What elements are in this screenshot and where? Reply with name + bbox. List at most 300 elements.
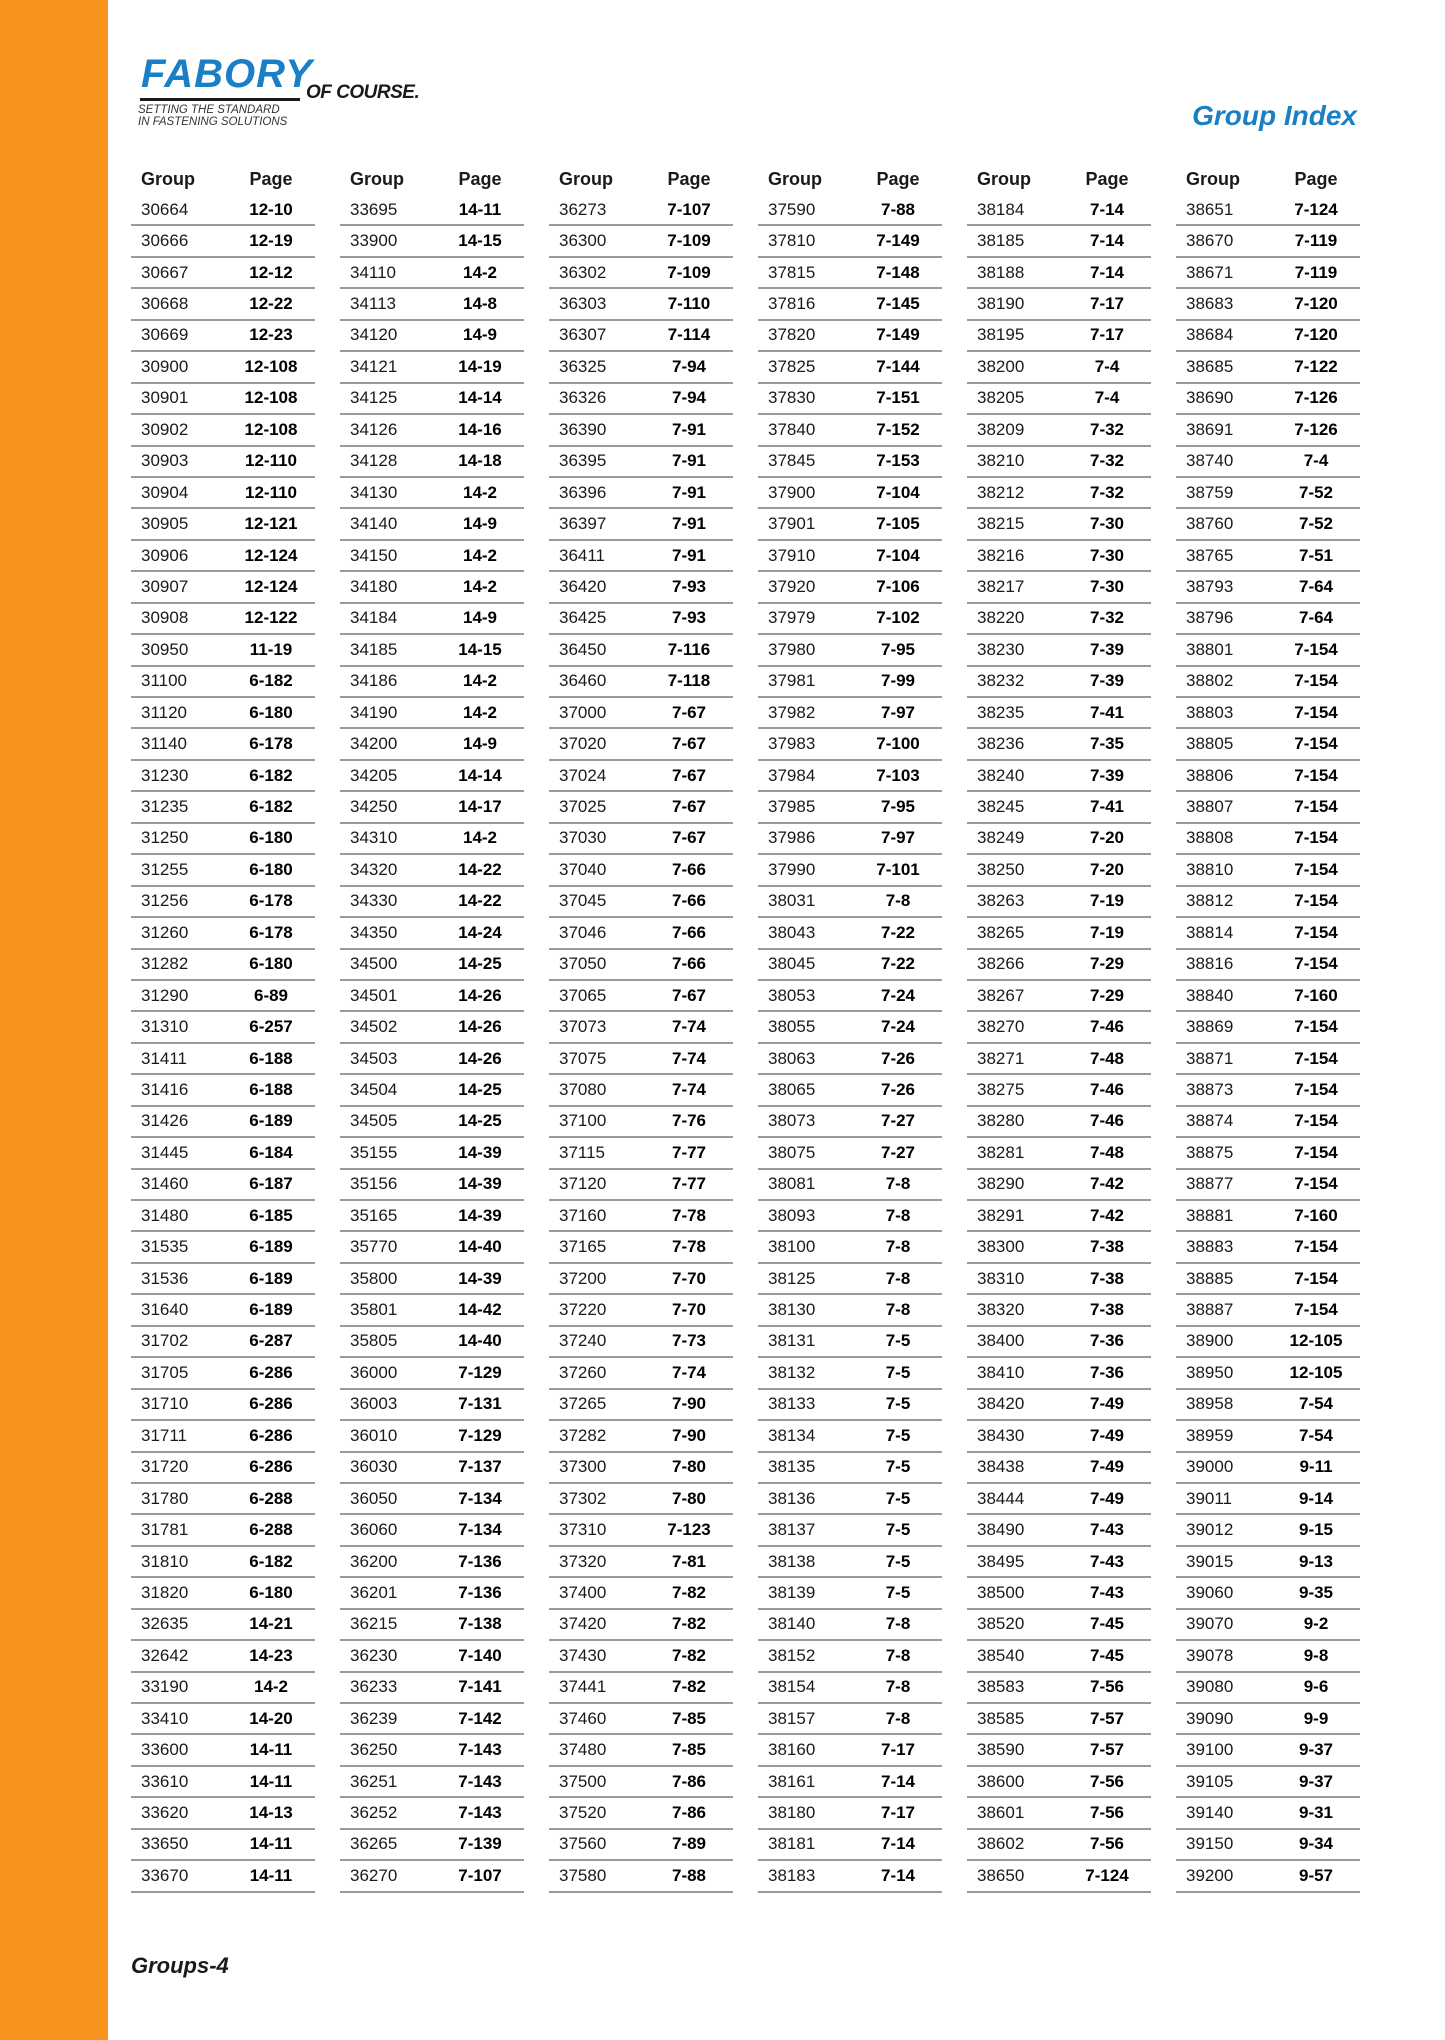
group-number: 37045 [559, 891, 607, 911]
page-reference: 7-91 [671, 419, 707, 439]
group-number: 31702 [141, 1331, 189, 1351]
page-reference: 7-70 [671, 1268, 707, 1288]
table-row [967, 1107, 1151, 1138]
group-number: 39012 [1186, 1520, 1234, 1540]
page-reference: 6-180 [249, 859, 293, 879]
group-number: 38185 [977, 231, 1025, 251]
page-reference: 7-80 [671, 1488, 707, 1508]
table-row [758, 1578, 942, 1609]
group-number: 38133 [768, 1394, 816, 1414]
group-number: 34140 [350, 514, 398, 534]
table-row [549, 509, 733, 540]
table-row [549, 478, 733, 509]
page-reference: 12-105 [1289, 1331, 1343, 1351]
page-reference: 6-288 [249, 1488, 293, 1508]
page-reference: 7-56 [1089, 1677, 1125, 1697]
group-number: 34126 [350, 419, 398, 439]
table-row [340, 447, 524, 478]
group-number: 38190 [977, 294, 1025, 314]
page-reference: 6-89 [253, 985, 289, 1005]
group-number: 38270 [977, 1017, 1025, 1037]
group-number: 37985 [768, 797, 816, 817]
group-number: 31290 [141, 985, 189, 1005]
table-row [758, 667, 942, 698]
group-number: 34505 [350, 1111, 398, 1131]
table-row [340, 761, 524, 792]
group-number: 34110 [350, 262, 397, 282]
table-row [1176, 258, 1360, 289]
group-number: 39015 [1186, 1551, 1234, 1571]
group-number: 31710 [141, 1394, 189, 1414]
group-number: 30667 [141, 262, 189, 282]
group-number: 38540 [977, 1645, 1025, 1665]
group-number: 38183 [768, 1865, 816, 1885]
page-reference: 7-46 [1089, 1079, 1125, 1099]
group-number: 31780 [141, 1488, 189, 1508]
table-row [131, 604, 315, 635]
page-reference: 7-30 [1089, 576, 1125, 596]
table-row [549, 1798, 733, 1829]
page-reference: 7-118 [667, 671, 711, 691]
table-row [549, 447, 733, 478]
page-reference: 7-139 [458, 1834, 502, 1854]
group-number: 38212 [977, 482, 1025, 502]
table-row [131, 887, 315, 918]
table-row [967, 855, 1151, 886]
table-row [967, 667, 1151, 698]
page-reference: 14-24 [458, 922, 502, 942]
group-number: 38263 [977, 891, 1025, 911]
group-number: 38081 [768, 1174, 816, 1194]
table-row [340, 1453, 524, 1484]
table-row [340, 1673, 524, 1704]
table-row [967, 950, 1151, 981]
table-row [967, 1138, 1151, 1169]
page-reference: 7-90 [671, 1394, 707, 1414]
page-reference: 14-2 [462, 671, 498, 691]
group-number: 36010 [350, 1425, 398, 1445]
group-number: 38043 [768, 922, 816, 942]
group-number: 37310 [559, 1520, 607, 1540]
group-number: 37920 [768, 576, 816, 596]
page-reference: 7-38 [1089, 1268, 1125, 1288]
table-row [758, 1421, 942, 1452]
group-number: 34125 [350, 388, 398, 408]
group-number: 37901 [768, 514, 816, 534]
group-number: 34500 [350, 954, 398, 974]
table-row [340, 384, 524, 415]
group-number: 38520 [977, 1614, 1025, 1634]
table-row [340, 1264, 524, 1295]
table-row [967, 1735, 1151, 1766]
group-number: 37282 [559, 1425, 607, 1445]
table-row [1176, 1421, 1360, 1452]
table-row [340, 1390, 524, 1421]
page-reference: 7-14 [880, 1865, 916, 1885]
group-number: 37460 [559, 1708, 607, 1728]
table-row [967, 1610, 1151, 1641]
group-number: 36200 [350, 1551, 398, 1571]
page-reference: 7-109 [667, 262, 711, 282]
page-reference: 6-189 [249, 1237, 293, 1257]
group-number: 38250 [977, 859, 1025, 879]
table-row [758, 478, 942, 509]
group-number: 37302 [559, 1488, 607, 1508]
group-number: 33900 [350, 231, 398, 251]
page-reference: 12-10 [249, 199, 293, 219]
group-number: 36030 [350, 1457, 398, 1477]
group-number: 38765 [1186, 545, 1234, 565]
table-row [340, 729, 524, 760]
page-reference: 7-100 [876, 734, 920, 754]
page-reference: 7-42 [1089, 1174, 1125, 1194]
table-row [967, 1358, 1151, 1389]
table-row [131, 195, 315, 226]
page-reference: 6-286 [249, 1362, 293, 1382]
page-reference: 7-107 [458, 1865, 502, 1885]
group-number: 37982 [768, 702, 816, 722]
page-reference: 14-16 [458, 419, 502, 439]
table-row [549, 1012, 733, 1043]
page-reference: 14-11 [249, 1740, 293, 1760]
page-reference: 7-8 [885, 1237, 911, 1257]
page-reference: 7-85 [671, 1740, 707, 1760]
table-row [967, 1201, 1151, 1232]
page-reference: 7-39 [1089, 671, 1125, 691]
group-number: 30902 [141, 419, 189, 439]
group-number: 37165 [559, 1237, 607, 1257]
table-row [131, 1704, 315, 1735]
table-row [758, 792, 942, 823]
table-row [549, 384, 733, 415]
table-row [758, 352, 942, 383]
table-row [967, 1264, 1151, 1295]
page-reference: 7-30 [1089, 545, 1125, 565]
group-number: 37120 [559, 1174, 607, 1194]
group-number: 32635 [141, 1614, 189, 1634]
group-number: 38881 [1186, 1205, 1234, 1225]
group-number: 37820 [768, 325, 816, 345]
group-number: 38045 [768, 954, 816, 974]
table-row [549, 729, 733, 760]
table-row [758, 1138, 942, 1169]
page-reference: 7-67 [671, 765, 707, 785]
group-number: 30903 [141, 451, 189, 471]
group-number: 36003 [350, 1394, 398, 1414]
table-row [131, 1232, 315, 1263]
table-row [1176, 415, 1360, 446]
page-reference: 12-121 [244, 514, 298, 534]
page-reference: 7-48 [1089, 1048, 1125, 1068]
table-row [1176, 1358, 1360, 1389]
group-number: 31310 [141, 1017, 189, 1037]
group-number: 37020 [559, 734, 607, 754]
group-number: 37430 [559, 1645, 607, 1665]
group-number: 39011 [1186, 1488, 1233, 1508]
group-number: 38140 [768, 1614, 816, 1634]
group-number: 37984 [768, 765, 816, 785]
table-row [758, 258, 942, 289]
group-number: 34150 [350, 545, 398, 565]
page-reference: 7-26 [880, 1048, 916, 1068]
table-row [967, 1012, 1151, 1043]
group-number: 38684 [1186, 325, 1234, 345]
page-reference: 7-46 [1089, 1111, 1125, 1131]
group-number: 31460 [141, 1174, 189, 1194]
table-row [1176, 604, 1360, 635]
group-number: 37910 [768, 545, 816, 565]
page-reference: 7-136 [458, 1582, 502, 1602]
page-reference: 7-94 [671, 388, 707, 408]
page-reference: 14-42 [458, 1300, 502, 1320]
group-number: 34200 [350, 734, 398, 754]
group-number: 38873 [1186, 1079, 1234, 1099]
index-column [758, 163, 942, 1893]
page-reference: 7-20 [1089, 828, 1125, 848]
group-number: 38887 [1186, 1300, 1234, 1320]
page-reference: 7-14 [1089, 231, 1125, 251]
logo-brand-name: FABORY [141, 52, 313, 96]
group-number: 34186 [350, 671, 398, 691]
group-number: 37240 [559, 1331, 607, 1351]
group-number: 34130 [350, 482, 398, 502]
group-number: 38154 [768, 1677, 816, 1697]
table-row [758, 1830, 942, 1861]
group-number: 36060 [350, 1520, 398, 1540]
table-row [967, 761, 1151, 792]
table-row [340, 824, 524, 855]
table-row [758, 1610, 942, 1641]
page-reference: 7-126 [1294, 419, 1338, 439]
group-number: 38188 [977, 262, 1025, 282]
table-row [131, 415, 315, 446]
table-row [967, 1232, 1151, 1263]
table-row [1176, 792, 1360, 823]
page-reference: 7-119 [1294, 231, 1338, 251]
orange-side-bar [0, 0, 108, 2040]
table-row [131, 258, 315, 289]
table-row [967, 1390, 1151, 1421]
table-row [967, 1547, 1151, 1578]
group-number: 37115 [559, 1142, 606, 1162]
group-number: 38900 [1186, 1331, 1234, 1351]
group-number: 39200 [1186, 1865, 1234, 1885]
page-reference: 7-56 [1089, 1803, 1125, 1823]
table-row [1176, 478, 1360, 509]
table-row [967, 824, 1151, 855]
page-reference: 6-182 [249, 765, 293, 785]
table-row [340, 698, 524, 729]
page-reference: 7-126 [1294, 388, 1338, 408]
group-number: 36397 [559, 514, 607, 534]
group-number: 38759 [1186, 482, 1234, 502]
table-row [549, 824, 733, 855]
table-row [758, 729, 942, 760]
table-row [549, 1641, 733, 1672]
page-reference: 12-105 [1289, 1362, 1343, 1382]
table-row [340, 1578, 524, 1609]
group-number: 31445 [141, 1142, 189, 1162]
table-row [1176, 729, 1360, 760]
table-row [131, 509, 315, 540]
group-number: 31235 [141, 797, 189, 817]
table-row [340, 195, 524, 226]
page-reference: 7-48 [1089, 1142, 1125, 1162]
group-number: 31426 [141, 1111, 189, 1131]
page-reference: 9-35 [1298, 1582, 1334, 1602]
page-reference: 7-154 [1294, 859, 1338, 879]
table-row [131, 1767, 315, 1798]
page-reference: 7-67 [671, 828, 707, 848]
table-row [340, 887, 524, 918]
table-row [967, 1830, 1151, 1861]
page-reference: 9-2 [1303, 1614, 1329, 1634]
page-reference: 7-78 [671, 1205, 707, 1225]
group-number: 37986 [768, 828, 816, 848]
column-header [340, 163, 524, 195]
page-reference: 14-23 [249, 1645, 293, 1665]
table-row [131, 1735, 315, 1766]
group-number: 39140 [1186, 1803, 1234, 1823]
table-row [967, 604, 1151, 635]
table-row [549, 1170, 733, 1201]
group-number: 38280 [977, 1111, 1025, 1131]
group-number: 38490 [977, 1520, 1025, 1540]
group-number: 37200 [559, 1268, 607, 1288]
page-reference: 7-17 [880, 1803, 916, 1823]
group-number: 38691 [1186, 419, 1234, 439]
page-reference: 14-39 [458, 1142, 502, 1162]
group-number: 37500 [559, 1771, 607, 1791]
group-number: 38135 [768, 1457, 816, 1477]
page-reference: 7-29 [1089, 985, 1125, 1005]
group-number: 37030 [559, 828, 607, 848]
table-row [1176, 761, 1360, 792]
group-number: 30901 [141, 388, 189, 408]
page-reference: 7-154 [1294, 1048, 1338, 1068]
table-row [340, 950, 524, 981]
page-reference: 7-82 [671, 1614, 707, 1634]
group-number: 31416 [141, 1079, 189, 1099]
group-number: 38814 [1186, 922, 1234, 942]
group-number: 37300 [559, 1457, 607, 1477]
page-reference: 7-120 [1294, 325, 1338, 345]
table-row [549, 226, 733, 257]
table-row [758, 384, 942, 415]
table-row [1176, 667, 1360, 698]
table-row [340, 541, 524, 572]
page-reference: 7-91 [671, 514, 707, 534]
group-number: 38590 [977, 1740, 1025, 1760]
group-number: 33600 [141, 1740, 189, 1760]
table-row [1176, 289, 1360, 320]
group-number: 38793 [1186, 576, 1234, 596]
page-reference: 7-82 [671, 1582, 707, 1602]
group-number: 39090 [1186, 1708, 1234, 1728]
group-number: 38160 [768, 1740, 816, 1760]
page-reference: 7-29 [1089, 954, 1125, 974]
group-number: 38125 [768, 1268, 816, 1288]
table-row [967, 918, 1151, 949]
table-row [967, 1295, 1151, 1326]
table-row [1176, 1547, 1360, 1578]
group-number: 36252 [350, 1803, 398, 1823]
page-reference: 7-95 [880, 639, 916, 659]
page-reference: 7-93 [671, 576, 707, 596]
table-row [131, 1673, 315, 1704]
table-row [549, 981, 733, 1012]
group-number: 36325 [559, 356, 607, 376]
table-row [340, 918, 524, 949]
group-number: 33695 [350, 199, 398, 219]
table-row [340, 1201, 524, 1232]
page-reference: 7-99 [880, 671, 916, 691]
group-number: 38217 [977, 576, 1025, 596]
group-number: 38959 [1186, 1425, 1234, 1445]
group-number: 37160 [559, 1205, 607, 1225]
group-number: 38805 [1186, 734, 1234, 754]
group-number: 35165 [350, 1205, 398, 1225]
group-number: 31810 [141, 1551, 189, 1571]
page-reference: 12-23 [249, 325, 293, 345]
page-reference: 7-74 [671, 1048, 707, 1068]
page-reference: 7-14 [1089, 262, 1125, 282]
group-number: 37900 [768, 482, 816, 502]
fabory-logo [138, 52, 438, 132]
group-number: 37024 [559, 765, 607, 785]
page-reference: 7-154 [1294, 734, 1338, 754]
group-number: 31260 [141, 922, 189, 942]
page-reference: 7-154 [1294, 702, 1338, 722]
page-reference: 14-9 [462, 608, 498, 628]
page-reference: 12-19 [249, 231, 293, 251]
page-reference: 7-154 [1294, 891, 1338, 911]
group-number: 36250 [350, 1740, 398, 1760]
page-reference: 9-37 [1298, 1740, 1334, 1760]
table-row [131, 1390, 315, 1421]
group-number: 35155 [350, 1142, 398, 1162]
table-row [549, 1861, 733, 1892]
page-reference: 6-184 [249, 1142, 293, 1162]
table-row [758, 887, 942, 918]
page-reference: 7-137 [458, 1457, 502, 1477]
logo-suffix: OF COURSE. [306, 82, 420, 103]
table-row [967, 258, 1151, 289]
table-row [758, 289, 942, 320]
group-number: 37480 [559, 1740, 607, 1760]
group-number: 38650 [977, 1865, 1025, 1885]
page-reference: 7-148 [876, 262, 920, 282]
table-row [1176, 384, 1360, 415]
logo-underline [140, 98, 300, 101]
table-row [1176, 950, 1360, 981]
page-reference: 14-15 [458, 231, 502, 251]
page-reference: 6-182 [249, 671, 293, 691]
table-row [758, 1107, 942, 1138]
page-reference: 7-109 [667, 231, 711, 251]
table-row [549, 1484, 733, 1515]
group-number: 38601 [977, 1803, 1025, 1823]
group-number: 35801 [350, 1300, 398, 1320]
table-row [1176, 824, 1360, 855]
table-row [1176, 698, 1360, 729]
group-number: 38275 [977, 1079, 1025, 1099]
page-reference: 14-18 [458, 451, 502, 471]
page-reference: 6-286 [249, 1425, 293, 1445]
page-reference: 9-13 [1298, 1551, 1334, 1571]
group-number: 38130 [768, 1300, 816, 1320]
group-number: 30668 [141, 294, 189, 314]
